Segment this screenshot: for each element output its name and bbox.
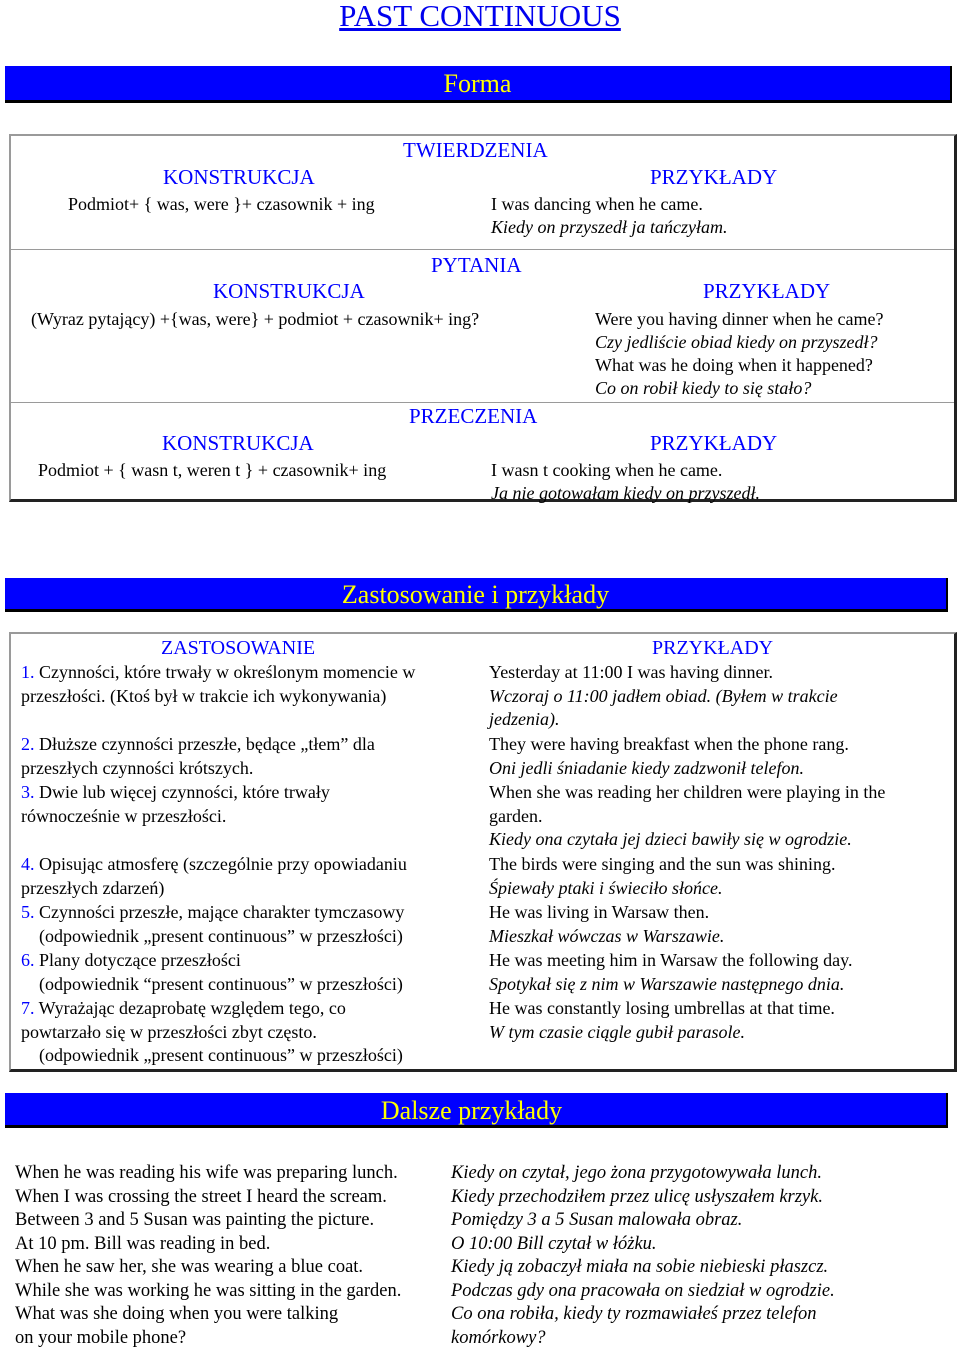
usage-table xyxy=(9,632,957,1072)
pytania-example1-en: Were you having dinner when he came? xyxy=(595,309,884,329)
zastosowanie-banner-text: Zastosowanie i przykłady xyxy=(341,580,610,609)
usage-number: 1. xyxy=(21,662,35,682)
usage-line: 3. Dwie lub więcej czynności, które trwały xyxy=(21,782,330,802)
forma-banner-text: Forma xyxy=(443,69,512,98)
more-example-pl: O 10:00 Bill czytał w łóżku. xyxy=(451,1233,657,1254)
twierdzenia-example-pl: Kiedy on przyszedł ja tańczyłam. xyxy=(491,217,728,237)
usage-item-6 xyxy=(21,949,471,996)
pytania-example2-pl: Co on robił kiedy to się stało? xyxy=(595,378,812,398)
more-example-pl: Podczas gdy ona pracowała on siedział w ogrodzie. xyxy=(451,1280,835,1301)
usage-line: (odpowiednik „present continuous” w przeszłości) xyxy=(39,925,403,946)
usage-item-7 xyxy=(21,997,471,1068)
more-example-en: When I was crossing the street I heard the scream. xyxy=(15,1186,387,1207)
przeczenia-construction: Podmiot + { wasn t, weren t } + czasownik+ ing xyxy=(38,460,387,480)
page-title: PAST CONTINUOUS xyxy=(339,0,621,33)
twierdzenia-konstrukcja-label: KONSTRUKCJA xyxy=(163,165,315,189)
more-example-pl: Co ona robiła, kiedy ty rozmawiałeś przez telefon xyxy=(451,1304,817,1324)
more-example-en: Between 3 and 5 Susan was painting the picture. xyxy=(15,1210,375,1230)
usage-col-header: ZASTOSOWANIE xyxy=(161,637,316,659)
usage-line: (odpowiednik „present continuous” w przeszłości) xyxy=(39,1045,403,1065)
usage-number: 7. xyxy=(21,998,35,1018)
more-example-en: While she was working he was sitting in the garden. xyxy=(15,1280,402,1301)
example-pl: Kiedy ona czytała jej dzieci bawiły się w ogrodzie. xyxy=(489,829,852,849)
usage-number: 2. xyxy=(21,734,35,754)
usage-line: powtarzało się w przeszłości zbyt często. xyxy=(21,1021,317,1042)
example-pl: Oni jedli śniadanie kiedy zadzwonił telefon. xyxy=(489,757,804,778)
more-example-pl: komórkowy? xyxy=(451,1327,546,1348)
usage-line: (odpowiednik “present continuous” w przeszłości) xyxy=(39,973,403,994)
more-example-pl: Kiedy ją zobaczył miała na sobie niebieski płaszcz. xyxy=(451,1257,829,1277)
pytania-example1-pl: Czy jedliście obiad kiedy on przyszedł? xyxy=(595,332,878,352)
pytania-heading: PYTANIA xyxy=(431,253,522,277)
more-example-pl: Pomiędzy 3 a 5 Susan malowała obraz. xyxy=(451,1210,743,1230)
usage-number: 3. xyxy=(21,782,35,802)
pytania-przyklady-label: PRZYKŁADY xyxy=(703,279,831,303)
more-example-en: At 10 pm. Bill was reading in bed. xyxy=(15,1233,271,1254)
twierdzenia-example-en: I was dancing when he came. xyxy=(491,194,703,214)
pytania-construction: (Wyraz pytający) +{was, were} + podmiot + czasownik+ ing? xyxy=(31,309,480,329)
examples-col-header: PRZYKŁADY xyxy=(652,637,774,659)
example-item-6 xyxy=(489,949,951,996)
dalsze-banner xyxy=(5,1093,948,1128)
more-example-en: When he was reading his wife was preparing lunch. xyxy=(15,1163,398,1183)
example-pl: Mieszkał wówczas w Warszawie. xyxy=(489,925,725,946)
more-example-pl: Kiedy przechodziłem przez ulicę usłyszałem krzyk. xyxy=(451,1186,823,1207)
usage-line: 5. Czynności przeszłe, mające charakter tymczasowy xyxy=(21,902,405,922)
example-item-5 xyxy=(489,901,951,948)
usage-number: 4. xyxy=(21,854,35,874)
example-item-4 xyxy=(489,853,951,900)
example-item-1 xyxy=(489,661,951,732)
usage-line: 4. Opisując atmosferę (szczególnie przy opowiadaniu xyxy=(21,854,407,874)
zastosowanie-banner xyxy=(5,578,948,612)
example-en: garden. xyxy=(489,805,543,826)
usage-item-4 xyxy=(21,853,471,900)
przeczenia-example-en: I wasn t cooking when he came. xyxy=(491,460,723,480)
example-pl: Śpiewały ptaki i świeciło słońce. xyxy=(489,877,723,898)
example-en: He was living in Warsaw then. xyxy=(489,902,710,922)
usage-line: 6. Plany dotyczące przeszłości xyxy=(21,950,241,970)
example-en: The birds were singing and the sun was shining. xyxy=(489,854,836,874)
usage-item-2 xyxy=(21,733,471,780)
example-pl: Spotykał się z nim w Warszawie następnego dnia. xyxy=(489,973,845,994)
usage-line: 2. Dłuższe czynności przeszłe, będące „tłem” dla xyxy=(21,734,375,754)
more-example-pl: Kiedy on czytał, jego żona przygotowywała lunch. xyxy=(451,1163,822,1183)
example-pl: Wczoraj o 11:00 jadłem obiad. (Byłem w trakcie xyxy=(489,685,838,706)
twierdzenia-construction: Podmiot+ { was, were }+ czasownik + ing xyxy=(68,194,375,214)
example-en: They were having breakfast when the phone rang. xyxy=(489,734,849,754)
example-pl: jedzenia). xyxy=(489,709,560,729)
example-item-7 xyxy=(489,997,951,1044)
przeczenia-przyklady-label: PRZYKŁADY xyxy=(650,431,778,455)
example-en: Yesterday at 11:00 I was having dinner. xyxy=(489,662,773,682)
example-item-3 xyxy=(489,781,951,852)
usage-number: 6. xyxy=(21,950,35,970)
usage-line: równocześnie w przeszłości. xyxy=(21,805,227,826)
przeczenia-example-pl: Ja nie gotowałam kiedy on przyszedł. xyxy=(491,483,760,503)
twierdzenia-przyklady-label: PRZYKŁADY xyxy=(650,165,778,189)
more-example-en: on your mobile phone? xyxy=(15,1327,187,1348)
pytania-example2-en: What was he doing when it happened? xyxy=(595,355,873,375)
twierdzenia-heading: TWIERDZENIA xyxy=(403,138,548,162)
divider xyxy=(11,249,954,250)
pytania-konstrukcja-label: KONSTRUKCJA xyxy=(213,279,365,303)
more-example-en: What was she doing when you were talking xyxy=(15,1304,339,1324)
divider xyxy=(11,402,954,403)
usage-line: przeszłych czynności krótszych. xyxy=(21,757,254,778)
usage-item-1 xyxy=(21,661,471,708)
usage-line: 1. Czynności, które trwały w określonym momencie w xyxy=(21,662,416,682)
usage-line: przeszłych zdarzeń) xyxy=(21,877,165,898)
usage-line: przeszłości. (Ktoś był w trakcie ich wykonywania) xyxy=(21,685,387,706)
example-pl: W tym czasie ciągle gubił parasole. xyxy=(489,1021,745,1042)
example-en: He was meeting him in Warsaw the following day. xyxy=(489,950,853,970)
example-en: He was constantly losing umbrellas at that time. xyxy=(489,998,835,1018)
usage-number: 5. xyxy=(21,902,35,922)
form-table xyxy=(9,134,957,502)
example-item-2 xyxy=(489,733,951,780)
usage-item-5 xyxy=(21,901,471,948)
example-en: When she was reading her children were playing in the xyxy=(489,782,886,802)
przeczenia-heading: PRZECZENIA xyxy=(409,404,538,428)
przeczenia-konstrukcja-label: KONSTRUKCJA xyxy=(162,431,314,455)
forma-banner xyxy=(5,66,952,103)
more-example-en: When he saw her, she was wearing a blue coat. xyxy=(15,1257,364,1277)
dalsze-banner-text: Dalsze przykłady xyxy=(380,1096,563,1125)
usage-line: 7. Wyrażając dezaprobatę względem tego, co xyxy=(21,998,346,1018)
usage-item-3 xyxy=(21,781,471,828)
